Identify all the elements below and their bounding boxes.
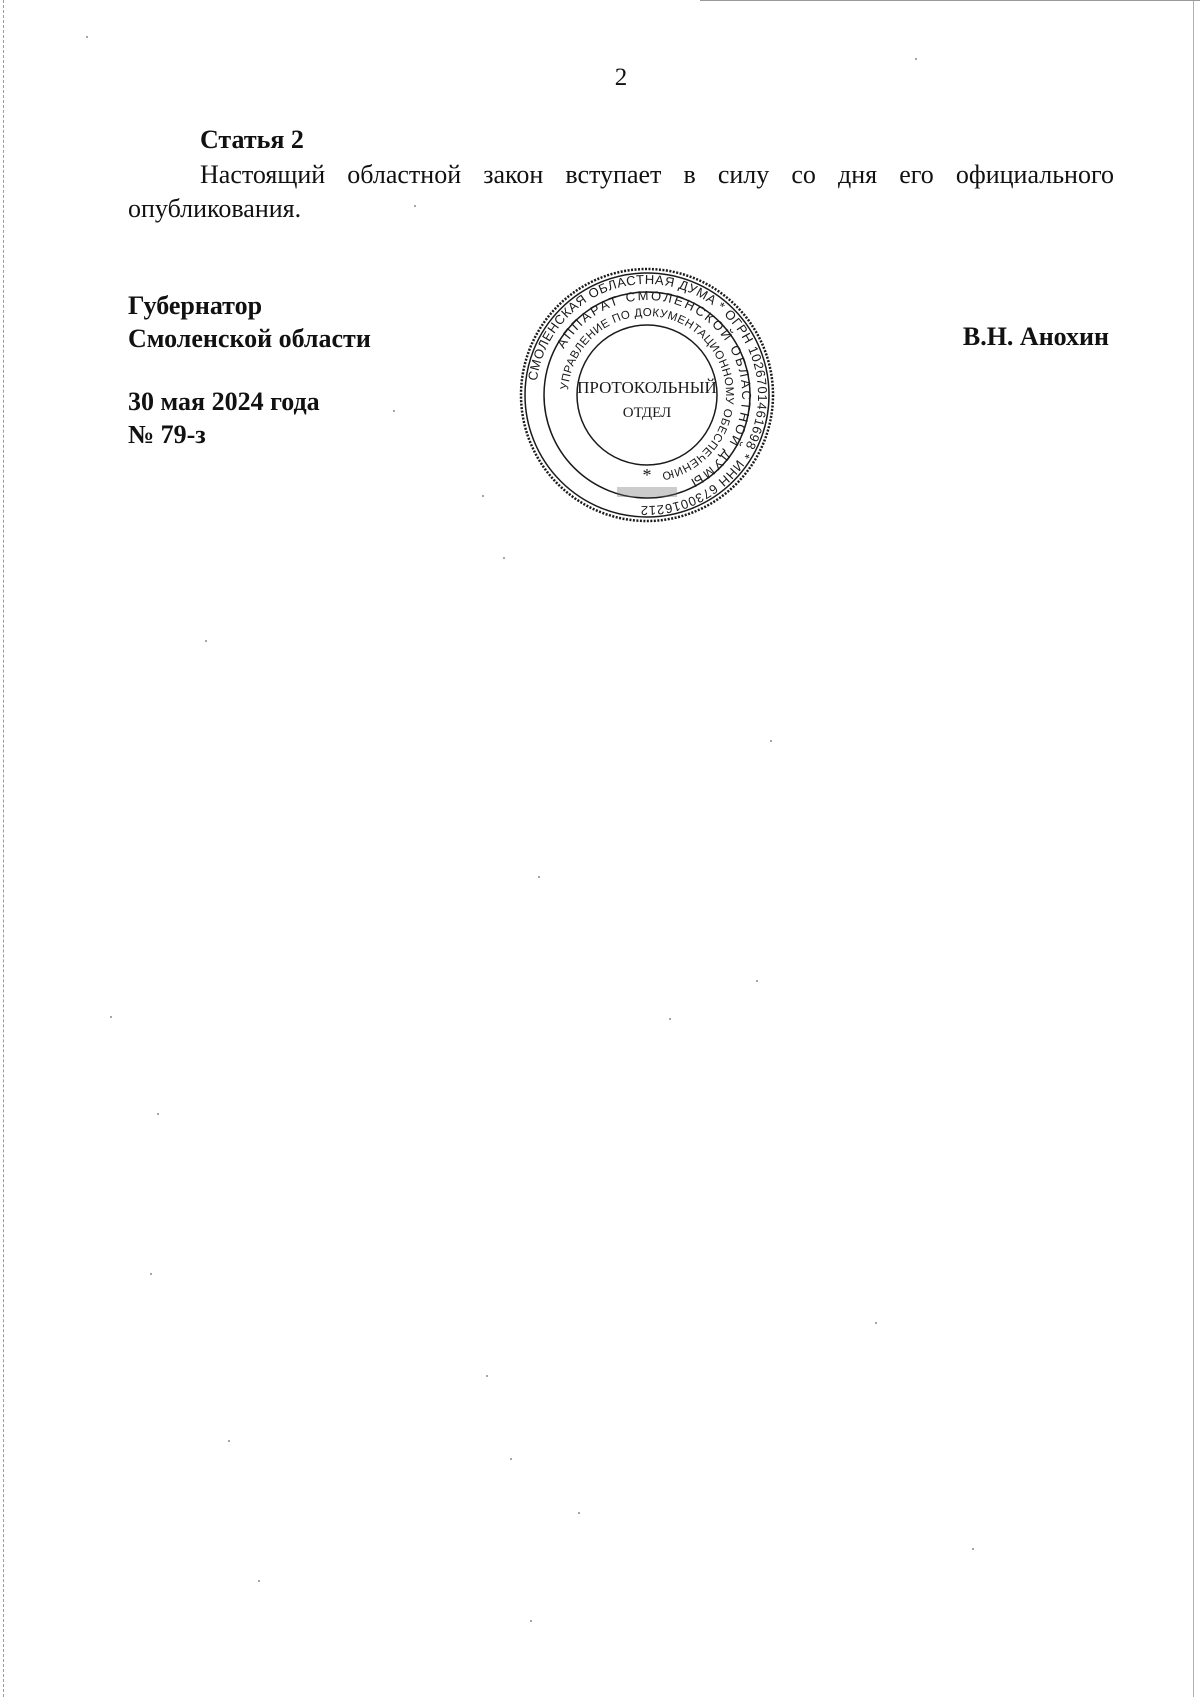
signer-name: В.Н. Анохин [962,322,1109,351]
stamp-outer-ring-text: СМОЛЕНСКАЯ ОБЛАСТНАЯ ДУМА * ОГРН 1026701461698 * ИНН 6730016212 [524,271,771,519]
signer-position-line-2: Смоленской области [128,324,371,353]
scan-edge-top [700,0,1200,1]
stamp-smudge [617,487,677,497]
article-body: Настоящий областной закон вступает в силу со дня его официального опубликования. [128,160,1114,223]
stamp-center-line-2: ОТДЕЛ [622,405,672,421]
stamp-inner-ring-text: УПРАВЛЕНИЕ ПО ДОКУМЕНТАЦИОННОМУ ОБЕСПЕЧЕНИЮ [559,306,736,482]
stamp-mid-ring-text: АППАРАТ СМОЛЕНСКОЙ ОБЛАСТНОЙ ДУМЫ [553,287,755,492]
stamp-star: * [642,465,652,485]
article-heading: Статья 2 [200,125,304,154]
signature-block [128,289,371,451]
law-number: № 79-з [128,420,206,449]
scan-edge-left [3,0,4,1697]
scan-edge-right [1193,0,1194,1697]
official-stamp [517,265,777,525]
law-date: 30 мая 2024 года [128,387,320,416]
signer-position-line-1: Губернатор [128,291,263,320]
stamp-center-line-1: ПРОТОКОЛЬНЫЙ [577,378,717,397]
page-number: 2 [614,64,628,91]
